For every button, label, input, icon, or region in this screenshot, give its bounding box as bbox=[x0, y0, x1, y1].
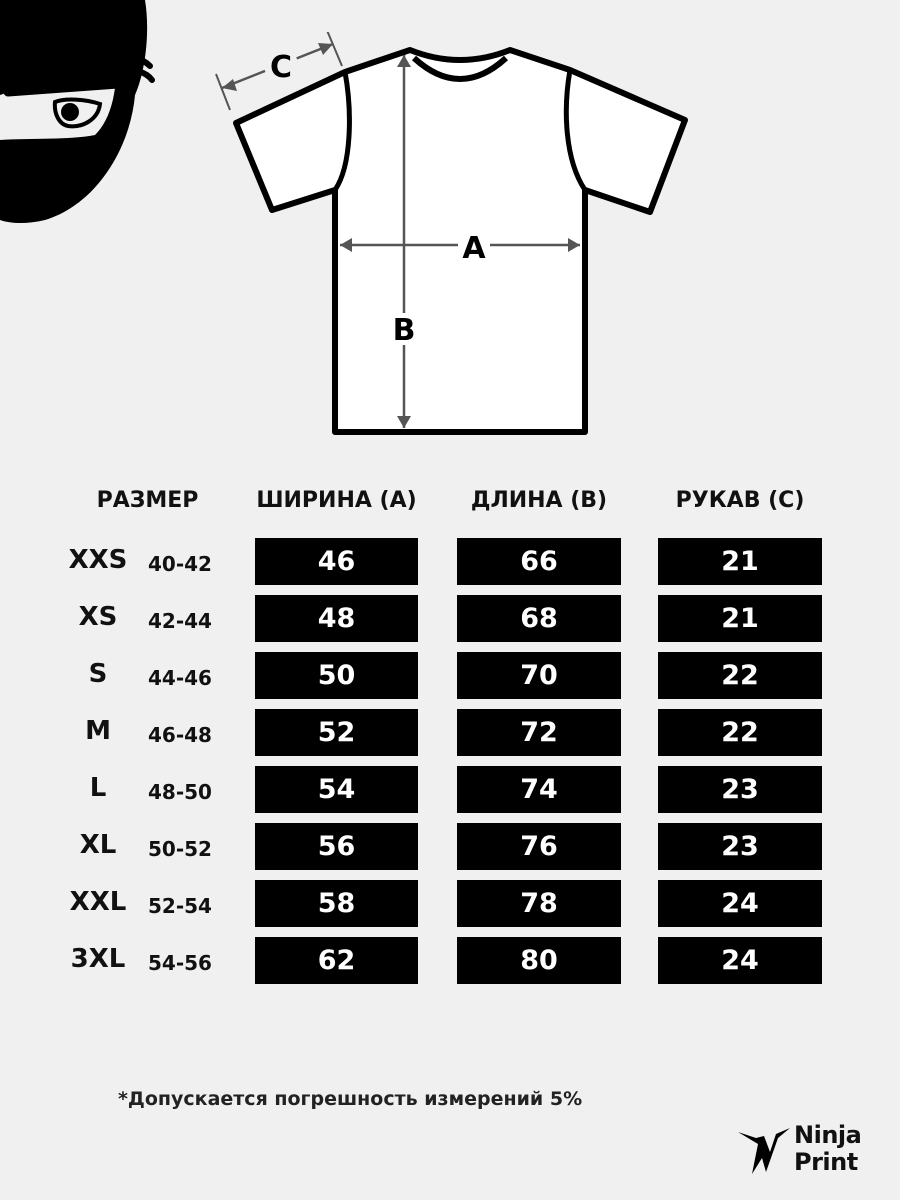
sleeve-cell: 22 bbox=[658, 652, 822, 699]
length-cell: 78 bbox=[457, 880, 621, 927]
length-cell: 72 bbox=[457, 709, 621, 756]
ru-size-range: 48-50 bbox=[148, 780, 212, 804]
size-label: XXS bbox=[68, 545, 128, 575]
sleeve-cell: 23 bbox=[658, 766, 822, 813]
label-b: B bbox=[392, 313, 416, 348]
sleeve-cell: 21 bbox=[658, 538, 822, 585]
ru-size-range: 46-48 bbox=[148, 723, 212, 747]
length-cell: 68 bbox=[457, 595, 621, 642]
size-label: XL bbox=[79, 830, 117, 860]
brand-name-line1: Ninja bbox=[794, 1121, 862, 1149]
length-cell: 74 bbox=[457, 766, 621, 813]
width-cell: 56 bbox=[255, 823, 418, 870]
ru-size-range: 40-42 bbox=[148, 552, 212, 576]
ninja-mascot-icon bbox=[0, 0, 160, 240]
width-cell: 62 bbox=[255, 937, 418, 984]
header-length: ДЛИНА (В) bbox=[470, 488, 608, 513]
size-label: XXL bbox=[69, 887, 127, 917]
sleeve-cell: 22 bbox=[658, 709, 822, 756]
length-cell: 80 bbox=[457, 937, 621, 984]
size-label: XS bbox=[78, 602, 118, 632]
length-cell: 76 bbox=[457, 823, 621, 870]
brand-name-line2: Print bbox=[794, 1148, 858, 1176]
size-label: M bbox=[85, 716, 111, 746]
ru-size-range: 44-46 bbox=[148, 666, 212, 690]
width-cell: 52 bbox=[255, 709, 418, 756]
width-cell: 48 bbox=[255, 595, 418, 642]
width-cell: 54 bbox=[255, 766, 418, 813]
width-cell: 46 bbox=[255, 538, 418, 585]
sleeve-cell: 24 bbox=[658, 937, 822, 984]
header-sleeve: РУКАВ (С) bbox=[675, 488, 805, 513]
label-a: A bbox=[462, 231, 486, 266]
length-cell: 66 bbox=[457, 538, 621, 585]
ru-size-range: 54-56 bbox=[148, 951, 212, 975]
header-width: ШИРИНА (А) bbox=[256, 488, 417, 513]
header-size: РАЗМЕР bbox=[96, 488, 199, 513]
ru-size-range: 42-44 bbox=[148, 609, 212, 633]
size-label: L bbox=[89, 773, 107, 803]
sleeve-cell: 21 bbox=[658, 595, 822, 642]
size-label: 3XL bbox=[70, 944, 126, 974]
measurement-tolerance-note: *Допускается погрешность измерений 5% bbox=[118, 1088, 583, 1110]
length-cell: 70 bbox=[457, 652, 621, 699]
ru-size-range: 52-54 bbox=[148, 894, 212, 918]
ninja-print-logo-icon bbox=[736, 1118, 796, 1178]
label-c: C bbox=[269, 50, 293, 85]
width-cell: 50 bbox=[255, 652, 418, 699]
sleeve-cell: 23 bbox=[658, 823, 822, 870]
width-cell: 58 bbox=[255, 880, 418, 927]
sleeve-cell: 24 bbox=[658, 880, 822, 927]
ru-size-range: 50-52 bbox=[148, 837, 212, 861]
tshirt-diagram bbox=[210, 32, 700, 442]
size-label: S bbox=[88, 659, 108, 689]
